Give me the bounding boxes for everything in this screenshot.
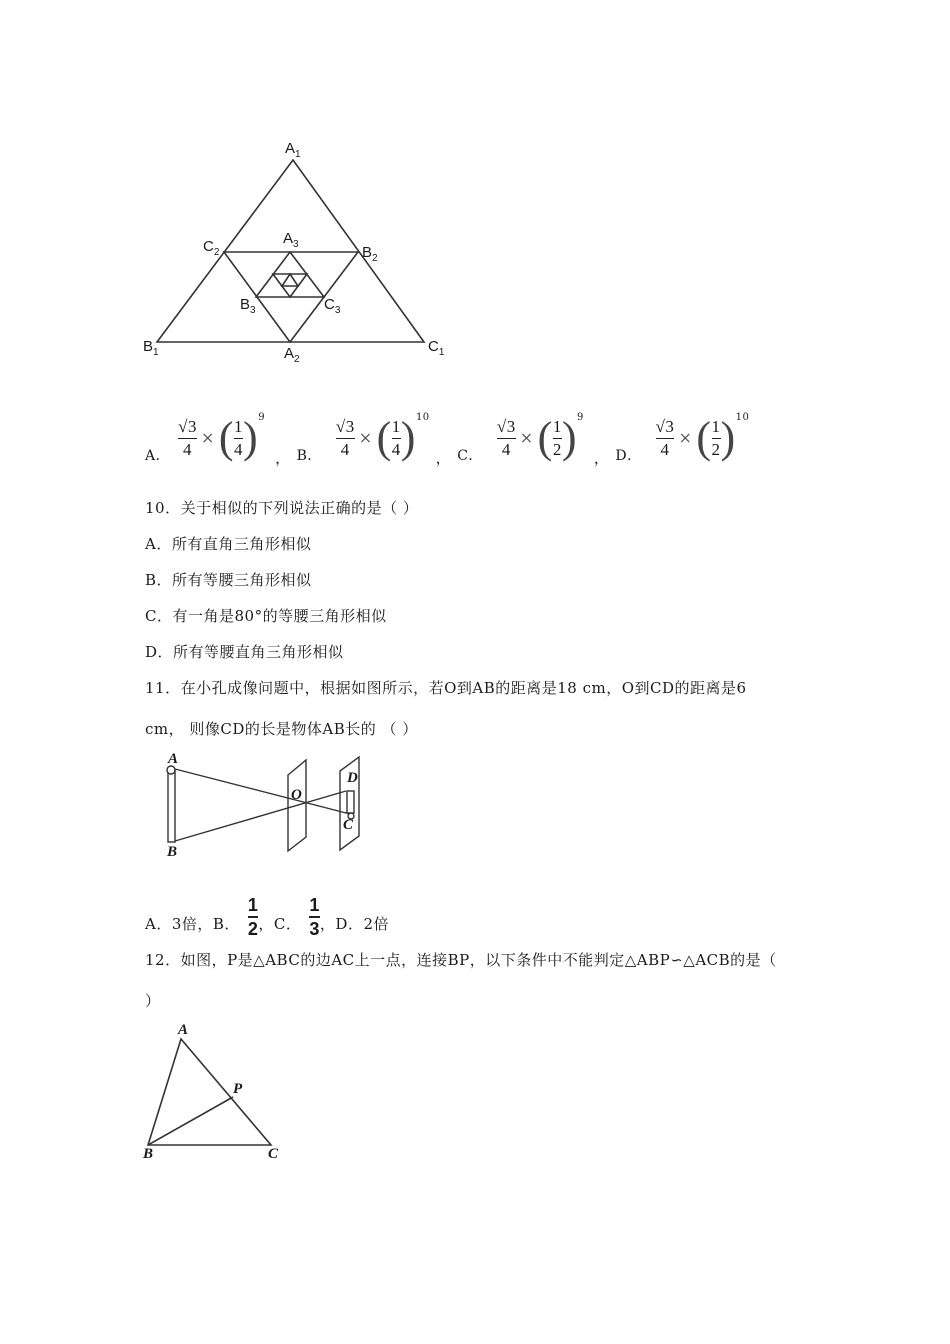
q9-option-c-letter: C． bbox=[457, 448, 483, 464]
q11-option-d: ，D．2倍 bbox=[319, 915, 389, 933]
label-p-q12: P bbox=[233, 1081, 243, 1097]
triangle-inner-5 bbox=[282, 274, 298, 286]
label-b1: $B_1$ bbox=[143, 338, 159, 358]
q12-stem-line1: 12．如图，P是△ABC的边AC上一点，连接BP，以下条件中不能判定△ABP∽△ACB的是（ bbox=[145, 951, 777, 969]
q10-option-a: A．所有直角三角形相似 bbox=[145, 535, 312, 553]
object-ab bbox=[168, 770, 175, 842]
ray-b-to-d bbox=[175, 791, 346, 841]
q10-option-b: B．所有等腰三角形相似 bbox=[145, 571, 312, 589]
ray-a-to-c bbox=[175, 769, 350, 814]
q10-option-c: C．有一角是80°的等腰三角形相似 bbox=[145, 607, 387, 625]
label-c1: $C_1$ bbox=[428, 338, 445, 358]
label-b-q11: B bbox=[167, 844, 178, 860]
label-b-q12: B bbox=[143, 1146, 154, 1162]
q9-options: A． $\frac{√3}{4}$ × ( $\frac{1}{4}$ ) 9 ， B． $\frac{√3}{4}$ × ( $\frac{1}{4}$ ) 10 ， C． $\frac{√3}{4}$ × ( $\frac{1}{2}$ ) 9 ， D． $\frac{√3}{4}$ × ( $\frac{1}{2}$ ) 10 bbox=[145, 412, 750, 467]
q9-option-b-expr: $\frac{√3}{4}$ × ( $\frac{1}{4}$ ) 10 bbox=[335, 412, 430, 462]
q10-stem: 10．关于相似的下列说法正确的是（ ） bbox=[145, 499, 419, 517]
triangle-a1b1c1 bbox=[157, 160, 424, 342]
q11-stem-line2: cm， 则像CD的长是物体AB长的 （ ） bbox=[145, 720, 418, 738]
pinhole-figure bbox=[160, 750, 380, 860]
q9-option-d-letter: D． bbox=[615, 448, 642, 464]
q9-option-a-letter: A． bbox=[145, 448, 171, 464]
q11-options bbox=[145, 884, 389, 939]
q9-option-d-expr: $\frac{√3}{4}$ × ( $\frac{1}{2}$ ) 10 bbox=[655, 412, 750, 462]
label-a1: $A_1$ bbox=[285, 140, 301, 160]
image-cd bbox=[347, 791, 354, 813]
q11-option-b-fraction: $\frac{1}{2}$ bbox=[247, 895, 259, 939]
label-a-q11: A bbox=[168, 751, 179, 767]
q11-stem-line1: 11．在小孔成像问题中，根据如图所示，若O到AB的距离是18 cm，O到CD的距离是6 bbox=[145, 679, 747, 697]
triangle-abc bbox=[148, 1039, 271, 1145]
label-o-q11: O bbox=[291, 787, 302, 803]
q12-stem-line2: ） bbox=[145, 992, 161, 1010]
label-c3: $C_3$ bbox=[324, 296, 341, 316]
label-b2: $B_2$ bbox=[362, 244, 378, 264]
label-a3: $A_3$ bbox=[283, 230, 299, 250]
label-c2: $C_2$ bbox=[203, 238, 220, 258]
label-c-q12: C bbox=[268, 1146, 279, 1162]
label-c-q11: C bbox=[343, 817, 354, 833]
q11-option-c-prefix: ，C． bbox=[258, 915, 302, 933]
q11-option-c-fraction: $\frac{1}{3}$ bbox=[309, 895, 320, 939]
label-d-q11: D bbox=[347, 770, 358, 786]
nested-triangles-figure bbox=[140, 140, 460, 370]
q9-option-a-expr: $\frac{√3}{4}$ × ( $\frac{1}{4}$ ) 9 bbox=[178, 412, 266, 462]
label-b3: $B_3$ bbox=[240, 296, 256, 316]
q10-option-d: D．所有等腰直角三角形相似 bbox=[145, 643, 344, 661]
label-a-q12: A bbox=[178, 1022, 189, 1038]
q11-option-a-b-prefix: A．3倍，B． bbox=[145, 915, 240, 933]
label-a2: $A_2$ bbox=[284, 345, 300, 365]
q9-option-b-letter: B． bbox=[296, 448, 322, 464]
q9-option-c-expr: $\frac{√3}{4}$ × ( $\frac{1}{2}$ ) 9 bbox=[496, 412, 584, 462]
